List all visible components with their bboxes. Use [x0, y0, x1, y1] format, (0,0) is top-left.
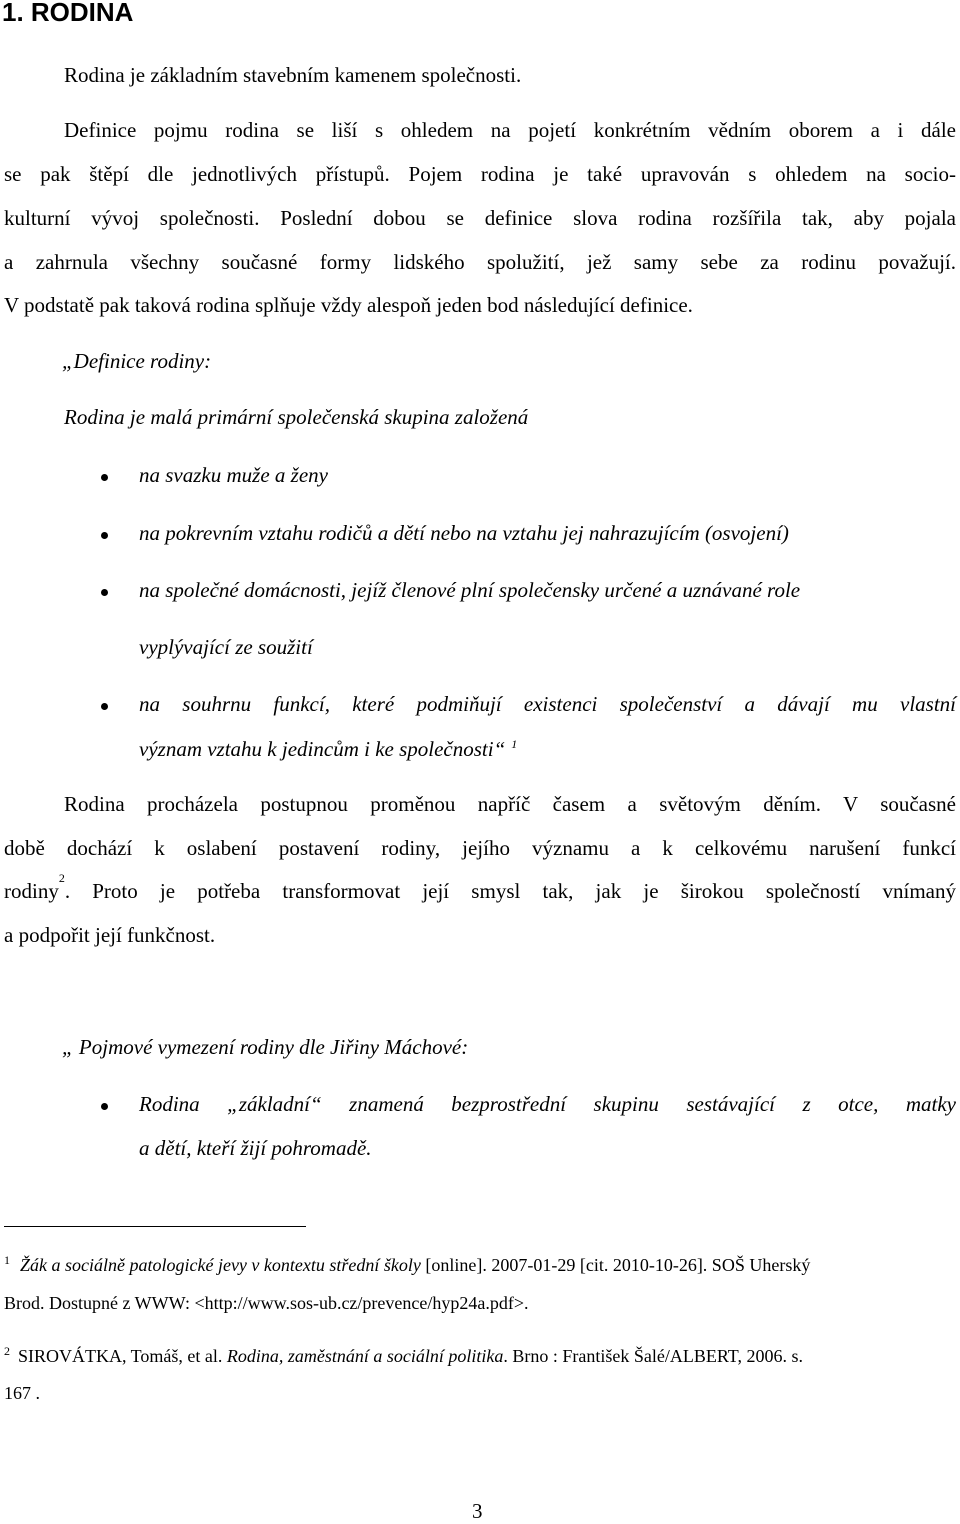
footnote-1-line2: Brod. Dostupné z WWW: <http://www.sos-ub.cz/prevence/hyp24a.pdf>.	[4, 1293, 529, 1313]
definition-title: „Definice rodiny:	[62, 349, 212, 373]
bullet-icon	[101, 589, 108, 596]
definition-item-continuation	[139, 736, 517, 762]
footnote-number: 2	[4, 1344, 10, 1358]
footnote-ref: 1	[511, 737, 518, 751]
para1-line: kulturní vývoj společnosti. Poslední dobou se definice slova rodina rozšířila tak, aby pojala	[4, 206, 956, 230]
para1-line: se pak štěpí dle jednotlivých přístupů. Pojem rodina je také upravován s ohledem na socio-	[4, 162, 956, 186]
para2-text: rodiny	[4, 879, 59, 903]
footnote-author: SIROVÁTKA, Tomáš, et al.	[18, 1346, 227, 1366]
definition-item-continuation: vyplývající ze soužití	[139, 635, 313, 659]
footnote-2	[4, 1343, 803, 1369]
definition-item: na pokrevním vztahu rodičů a dětí nebo na vztahu jej nahrazujícím (osvojení)	[139, 521, 789, 545]
bullet-icon	[101, 474, 108, 481]
footnote-text: [online]. 2007-01-29 [cit. 2010-10-26]. SOŠ Uherský	[420, 1255, 811, 1275]
para2-text: . Proto je potřeba transformovat její smysl tak, jak je širokou společností vnímaný	[64, 879, 956, 903]
machova-title: „ Pojmové vymezení rodiny dle Jiřiny Máchové:	[62, 1035, 469, 1059]
definition-item-text: význam vztahu k jedincům i ke společnosti“	[139, 737, 506, 761]
footnote-separator	[4, 1226, 306, 1227]
footnote-title: Žák a sociálně patologické jevy v kontextu střední školy	[20, 1255, 421, 1275]
footnote-1	[4, 1252, 810, 1278]
footnote-ref: 2	[58, 871, 65, 885]
intro-text: Rodina je základním stavebním kamenem společnosti.	[64, 63, 522, 87]
definition-lead: Rodina je malá primární společenská skupina založená	[64, 405, 529, 429]
definition-item: na svazku muže a ženy	[139, 463, 328, 487]
bullet-icon	[101, 532, 108, 539]
bullet-icon	[101, 703, 108, 710]
bullet-icon	[101, 1103, 108, 1110]
para1-line: a zahrnula všechny současné formy lidského spolužití, jež samy sebe za rodinu považují.	[4, 250, 956, 274]
machova-item: Rodina „základní“ znamená bezprostřední skupinu sestávající z otce, matky	[139, 1092, 956, 1116]
para2-line: době dochází k oslabení postavení rodiny, jejího významu a k celkovému narušení funkcí	[4, 836, 956, 860]
footnote-number: 1	[4, 1253, 10, 1267]
page-number: 3	[472, 1499, 483, 1523]
para2-line	[4, 871, 956, 904]
definition-item: na společné domácnosti, jejíž členové plní společensky určené a uznávané role	[139, 578, 801, 602]
footnote-2-line2: 167 .	[4, 1383, 40, 1403]
para2-line: Rodina procházela postupnou proměnou napříč časem a světovým děním. V současné	[64, 792, 956, 816]
para1-line: Definice pojmu rodina se liší s ohledem na pojetí konkrétním vědním oborem a i dále	[64, 118, 956, 142]
footnote-title: Rodina, zaměstnání a sociální politika	[226, 1346, 504, 1366]
para2-line: a podpořit její funkčnost.	[4, 923, 216, 947]
chapter-heading: 1. RODINA	[2, 0, 134, 27]
para1-line: V podstatě pak taková rodina splňuje vždy alespoň jeden bod následující definice.	[4, 293, 693, 317]
footnote-text: . Brno : František Šalé/ALBERT, 2006. s.	[503, 1346, 803, 1366]
definition-item: na souhrnu funkcí, které podmiňují existenci společenství a dávají mu vlastní	[139, 692, 956, 716]
machova-item-continuation: a dětí, kteří žijí pohromadě.	[139, 1136, 372, 1160]
